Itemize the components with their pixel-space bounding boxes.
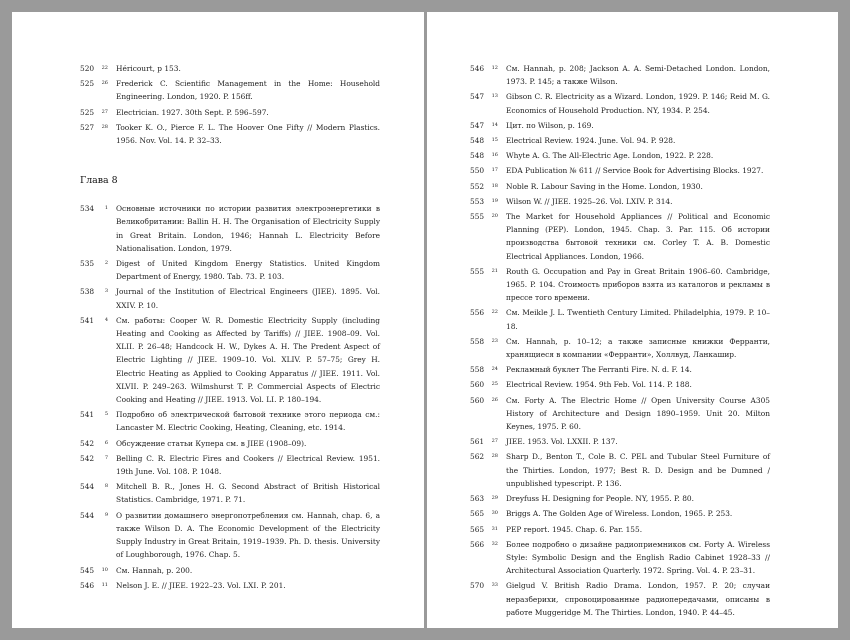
page-number: 553 [470, 196, 485, 206]
note-entry [470, 90, 770, 116]
page-number: 542 [80, 453, 95, 463]
footnote-number: 14 [491, 121, 498, 128]
note-entry [470, 149, 770, 162]
note-text: Whyte A. G. The All-Electric Age. London, 1922. P. 228. [506, 151, 714, 161]
page-number: 560 [470, 380, 485, 390]
footnote-number: 27 [491, 438, 498, 445]
page-number: 555 [470, 266, 485, 276]
footnote-number: 20 [491, 213, 498, 220]
note-text: См. Meikle J. L. Twentieth Century Limited. Philadelphia, 1979. P. 10–18. [506, 308, 770, 331]
footnote-number: 12 [491, 65, 498, 71]
footnote-number: 33 [491, 582, 498, 589]
note-entry [470, 134, 770, 147]
note-text: О развитии домашнего энергопотребления см. Hannah, chap. 6, а также Wilson D. A. The Economic Development of the Electricity Supply Industry in Great Britain, 1919–1939. Ph. D. thesis. University of Loughborough, 1976. Chap. 5. [116, 510, 380, 560]
page-number: 542 [80, 438, 95, 448]
footnote-number: 18 [491, 182, 498, 189]
note-entry [470, 195, 770, 208]
page-number: 544 [80, 510, 95, 520]
note-text: Journal of the Institution of Electrical Engineers (JIEE). 1895. Vol. XXIV. P. 10. [116, 287, 380, 310]
page-number: 550 [470, 166, 485, 176]
page-number: 525 [80, 107, 95, 117]
page-number: 535 [80, 259, 95, 269]
note-entry [80, 257, 380, 283]
page-number: 561 [470, 437, 485, 447]
footnote-number: 22 [491, 309, 498, 316]
chapter-heading: Глава 8 [80, 175, 118, 187]
note-entry [80, 62, 380, 75]
footnote-number: 13 [491, 93, 498, 100]
note-text: Mitchell B. R., Jones H. G. Second Abstract of British Historical Statistics. Cambridge, 1971. P. 71. [116, 482, 380, 505]
note-entry [470, 394, 770, 434]
note-text: Более подробно о дизайне радиоприемников см. Forty A. Wireless Style: Symbolic Design and the English Radio Cabinet 1928–33 // Architectural Association Quarterly. 1972. Spring. Vol. 4. P. 23–31. [506, 539, 770, 576]
footnote-number: 19 [491, 197, 498, 204]
footnote-number: 6 [104, 439, 108, 446]
footnote-number: 1 [104, 205, 108, 212]
note-entry [80, 106, 380, 119]
footnote-number: 7 [104, 454, 108, 461]
footnote-number: 22 [101, 65, 108, 71]
page-number: 558 [470, 365, 485, 375]
note-text: Noble R. Labour Saving in the Home. London, 1930. [506, 181, 703, 191]
note-entry [470, 265, 770, 305]
notes-list-after [80, 202, 380, 592]
footnote-number: 30 [491, 510, 498, 517]
footnote-number: 16 [491, 152, 498, 159]
note-text: Обсуждение статьи Купера см. в JIEE (1908–09). [116, 438, 307, 448]
page-number: 548 [470, 151, 485, 161]
note-entry [80, 579, 380, 592]
footnote-number: 15 [491, 137, 498, 144]
page-number: 562 [470, 452, 485, 462]
note-entry [470, 210, 770, 263]
note-entry [80, 437, 380, 450]
note-text: Tooker K. O., Pierce F. L. The Hoover One Fifty // Modern Plastics. 1956. Nov. Vol. 14. P. 32–33. [116, 122, 380, 146]
note-text: См. работы: Cooper W. R. Domestic Electricity Supply (including Heating and Cooking as Affected by Tariffs) // JIEE. 1908–09. Vol. XLII. P. 26–48; Handcock H. W., Dykes A. H. The Predent Aspect of Electric Lighting // JIEE. 1909–10. Vol. XLIV. P. 57–75; Grey H. Electric Heating as Applied to Cooking Apparatus // JIEE. 1911. Vol. XLVII. P. 249–263. Wilmshurst T. P. Commercial Aspects of Electric Cooking and Heating // JIEE. 1913. Vol. LI. P. 180–194. [116, 315, 380, 405]
note-entry [470, 378, 770, 391]
right-page [427, 12, 838, 628]
note-text: Подробно об электрической бытовой технике этого периода см.: Lancaster M. Electric Cooking, Heating, Cleaning, etc. 1914. [116, 410, 380, 433]
note-text: См. Hannah, p. 10–12; а также записные книжки Ферранти, хранящиеся в компании «Ферранти», Холлвуд, Ланкашир. [506, 336, 770, 360]
page-number: 534 [80, 204, 95, 214]
note-text: Dreyfuss H. Designing for People. NY, 1955. P. 80. [506, 494, 694, 504]
page-number: 545 [80, 565, 95, 575]
note-text: Wilson W. // JIEE. 1925–26. Vol. LXIV. P. 314. [506, 196, 673, 206]
page-number: 565 [470, 509, 485, 519]
note-entry [470, 164, 770, 177]
left-notes-column [80, 62, 380, 594]
page-number: 552 [470, 181, 485, 191]
note-text: См. Forty A. The Electric Home // Open University Course A305 History of Architecture and Design 1890–1959. Unit 20. Milton Keynes, 1975. P. 60. [506, 395, 770, 432]
footnote-number: 5 [104, 411, 108, 418]
note-entry [470, 538, 770, 578]
note-text: Основные источники по истории развития электроэнергетики в Великобритании: Ballin H. H. The Organisation of Electricity Supply in Great Britain. London, 1946; Hannah L. Electricity Before Nationalisation. London, 1979. [116, 204, 380, 253]
footnote-number: 8 [104, 483, 108, 490]
footnote-number: 29 [491, 495, 498, 502]
note-text: Electrical Review. 1954. 9th Feb. Vol. 114. P. 188. [506, 380, 692, 390]
note-entry [470, 180, 770, 193]
page-number: 566 [470, 539, 485, 549]
footnote-number: 11 [101, 581, 108, 588]
footnote-number: 28 [491, 453, 498, 460]
page-number: 548 [470, 136, 485, 146]
note-text: Gibson C. R. Electricity as a Wizard. London, 1929. P. 146; Reid M. G. Economics of Household Production. NY, 1934. P. 254. [506, 92, 770, 115]
note-entry [470, 363, 770, 376]
left-page [12, 12, 424, 628]
note-entry [80, 314, 380, 406]
note-entry [470, 62, 770, 88]
note-entry [80, 202, 380, 255]
footnote-number: 3 [104, 288, 108, 295]
page-number: 565 [470, 524, 485, 534]
note-entry [470, 306, 770, 332]
note-text: Цит. по Wilson, p. 169. [506, 120, 594, 130]
note-text: Sharp D., Benton T., Cole B. C. PEL and Tubular Steel Furniture of the Thirties. London, 1977; Best R. D. Design and be Dumned / unpublished typescript. P. 136. [506, 452, 770, 488]
page-number: 556 [470, 308, 485, 318]
footnote-number: 4 [104, 316, 108, 323]
page-number: 538 [80, 287, 95, 297]
footnote-number: 26 [101, 80, 108, 87]
footnote-number: 27 [101, 108, 108, 115]
page-number: 525 [80, 79, 95, 89]
note-entry [80, 509, 380, 562]
footnote-number: 28 [101, 123, 108, 130]
note-entry [80, 77, 380, 103]
notes-list-before [80, 62, 380, 147]
note-text: Belling C. R. Electric Fires and Cookers // Electrical Review. 1951. 19th June. Vol. 108. P. 1048. [116, 453, 380, 477]
page-number: 563 [470, 494, 485, 504]
page-number: 520 [80, 64, 95, 73]
page-number: 570 [470, 581, 485, 591]
note-entry [80, 452, 380, 478]
note-entry [470, 119, 770, 132]
note-entry [80, 480, 380, 506]
note-text: См. Hannah, p. 200. [116, 565, 193, 575]
note-text: Gielgud V. British Radio Drama. London, 1957. P. 20; случаи неразберихи, спровоцированные радиопередачами, описаны в работе Muggeridge M. The Thirties. London, 1940. P. 44–45. [506, 581, 770, 617]
page-number: 541 [80, 315, 95, 325]
note-entry [80, 408, 380, 434]
note-text: JIEE. 1953. Vol. LXXII. P. 137. [506, 437, 618, 447]
footnote-number: 17 [491, 167, 498, 174]
footnote-number: 21 [491, 267, 498, 274]
note-entry [470, 335, 770, 361]
note-text: Electrical Review. 1924. June. Vol. 94. P. 928. [506, 136, 676, 146]
footnote-number: 25 [491, 381, 498, 388]
page-number: 527 [80, 122, 95, 132]
note-text: Electrician. 1927. 30th Sept. P. 596–597. [116, 107, 269, 117]
footnote-number: 31 [491, 525, 498, 532]
note-entry [470, 523, 770, 536]
footnote-number: 24 [491, 366, 498, 373]
note-text: Рекламный буклет The Ferranti Fire. N. d. F. 14. [506, 365, 692, 375]
page-number: 544 [80, 482, 95, 492]
page-number: 558 [470, 336, 485, 346]
note-entry [470, 579, 770, 619]
notes-list [470, 62, 770, 619]
note-text: The Market for Household Appliances // Political and Economic Planning (PEP). London, 1945. Chap. 3. Par. 115. Об истории производства бытовой техники см. Corley T. A. B. Domestic Electrical Appliances. London, 1966. [506, 212, 770, 261]
page-number: 541 [80, 410, 95, 420]
note-entry [80, 564, 380, 577]
footnote-number: 2 [104, 260, 108, 267]
note-text: Routh G. Occupation and Pay in Great Britain 1906–60. Cambridge, 1965. P. 104. Стоимость приборов взята из каталогов и рекламы в прессе того времени. [506, 266, 770, 303]
page-number: 547 [470, 92, 485, 102]
page-number: 546 [80, 580, 95, 590]
note-text: PEP report. 1945. Chap. 6. Par. 155. [506, 524, 643, 534]
note-text: Briggs A. The Golden Age of Wireless. London, 1965. P. 253. [506, 509, 733, 519]
footnote-number: 32 [491, 540, 498, 547]
note-text: Frederick C. Scientific Management in the Home: Household Engineering. London, 1920. P. 156ff. [116, 79, 380, 102]
note-entry [470, 435, 770, 448]
note-entry [80, 121, 380, 147]
note-text: Digest of United Kingdom Energy Statistics. United Kingdom Department of Energy, 1980. Tab. 73. P. 103. [116, 259, 380, 282]
note-entry [80, 285, 380, 311]
footnote-number: 10 [101, 566, 108, 573]
note-entry [470, 492, 770, 505]
note-text: Nelson J. E. // JIEE. 1922–23. Vol. LXI. P. 201. [116, 580, 286, 590]
right-notes-column [470, 62, 770, 621]
page-number: 555 [470, 212, 485, 222]
note-text: EDA Publication № 611 // Service Book for Advertising Blocks. 1927. [506, 166, 764, 176]
note-text: См. Hannah, p. 208; Jackson A. A. Semi-Detached London. London, 1973. P. 145; а также Wilson. [506, 64, 770, 87]
footnote-number: 9 [104, 511, 108, 518]
page-number: 546 [470, 64, 485, 73]
page-number: 560 [470, 395, 485, 405]
footnote-number: 26 [491, 396, 498, 403]
page-number: 547 [470, 120, 485, 130]
note-entry [470, 450, 770, 490]
note-text: Héricourt, p 153. [116, 64, 181, 73]
note-entry [470, 507, 770, 520]
footnote-number: 23 [491, 337, 498, 344]
